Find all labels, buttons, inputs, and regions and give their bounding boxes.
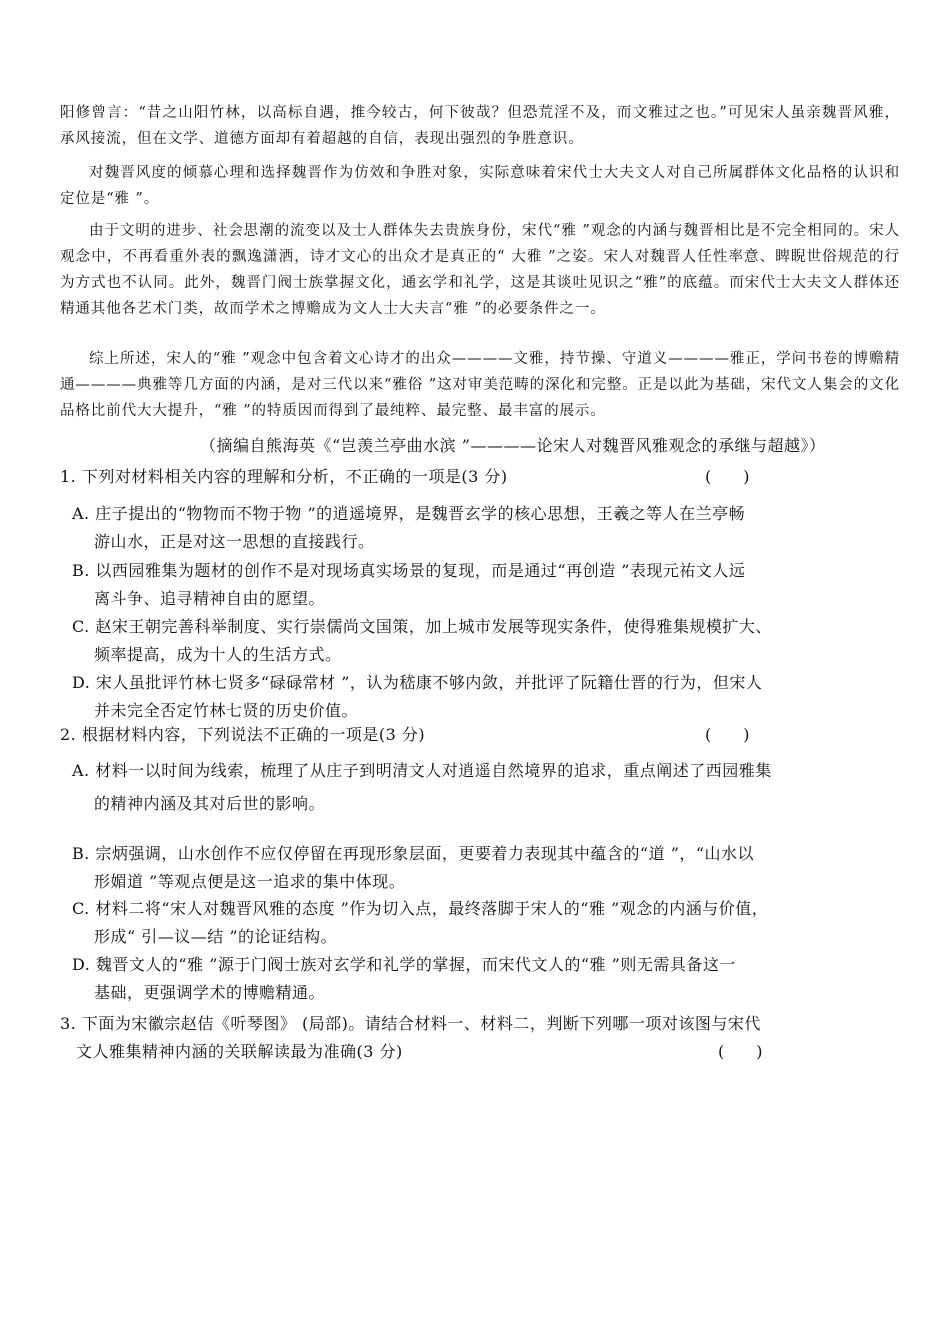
stem-line-1: 3. 下面为宋徽宗赵佶《听琴图》 (局部)。请结合材料一、材料二，判断下列哪一项对该图与宋代: [60, 1014, 761, 1033]
question-2-option-c[interactable]: [72, 895, 902, 951]
option-line-2: 游山水，正是对这一思想的直接践行。: [94, 532, 375, 551]
option-line-1: C. 赵宋王朝完善科举制度、实行崇儒尚文国策，加上城市发展等现实条件，使得雅集规模扩大、: [72, 617, 772, 636]
question-1-option-d[interactable]: [72, 669, 902, 725]
question-1-option-a[interactable]: [72, 500, 902, 556]
option-line-2: 离斗争、追寻精神自由的愿望。: [94, 589, 326, 608]
passage-paragraph-1: 阳修曾言：“昔之山阳竹林，以高标自遇，推今较古，何下彼哉？但恐荒淫不及，而文雅过之也。”可见宋人虽亲魏晋风雅，承风接流，但在文学、道德方面却有着超越的自信，表现出强烈的争胜意识。: [60, 105, 900, 147]
passage-paragraph-4: 综上所述，宋人的“雅 ”观念中包含着文心诗才的出众————文雅，持节操、守道义————雅正，学问书卷的博赡精通————典雅等几方面的内涵，是对三代以来“雅俗 ”这对审美范畴的深化和完整。正是以此为基础，宋代文人集会的文化品格比前代大大提升，“雅 ”的特质因而得到了最纯粹、最完整、最丰富的展示。: [60, 351, 900, 419]
option-line-1: B. 宗炳强调，山水创作不应仅停留在再现形象层面，更要着力表现其中蕴含的“道 ”，“山水以: [72, 844, 755, 863]
question-2-stem: 2. 根据材料内容，下列说法不正确的一项是(3 分): [60, 725, 426, 744]
option-line-2: 形成“ 引—议—结 ”的论证结构。: [94, 927, 338, 946]
passage-paragraph-2: 对魏晋风度的倾慕心理和选择魏晋作为仿效和争胜对象，实际意味着宋代士大夫文人对自己所属群体文化品格的认识和定位是“雅 ”。: [60, 165, 900, 207]
option-line-1: A. 庄子提出的“物物而不物于物 ”的逍遥境界，是魏晋玄学的核心思想，王羲之等人在兰亭畅: [72, 504, 746, 523]
question-1-stem: 1. 下列对材料相关内容的理解和分析，不正确的一项是(3 分): [60, 467, 508, 486]
question-1-option-c[interactable]: [72, 613, 902, 669]
source-citation: （摘编自熊海英《“岂羡兰亭曲水滨 ”————论宋人对魏晋风雅观念的承继与超越》）: [200, 436, 826, 455]
option-line-1: D. 宋人虽批评竹林七贤多“碌碌常材 ”，认为嵇康不够内敛，并批评了阮籍仕晋的行为，但宋人: [72, 673, 763, 692]
option-line-1: C. 材料二将“宋人对魏晋风雅的态度 ”作为切入点，最终落脚于宋人的“雅 ”观念的内涵与价值，: [72, 899, 769, 918]
stem-line-2: 文人雅集精神内涵的关联解读最为准确(3 分): [76, 1042, 403, 1061]
option-line-1: B. 以西园雅集为题材的创作不是对现场真实场景的复现，而是通过“再创造 ”表现元祐文人远: [72, 561, 746, 580]
option-line-2: 的精神内涵及其对后世的影响。: [94, 794, 326, 813]
question-3-answer-bracket[interactable]: ( ): [718, 1042, 763, 1061]
option-line-1: A. 材料一以时间为线索，梳理了从庄子到明清文人对逍遥自然境界的追求，重点阐述了西园雅集: [72, 761, 772, 780]
option-line-1: D. 魏晋文人的“雅 ”源于门阀士族对玄学和礼学的掌握，而宋代文人的“雅 ”则无需具备这一: [72, 955, 736, 974]
question-2-answer-bracket[interactable]: ( ): [705, 725, 750, 744]
question-2-option-a[interactable]: [72, 754, 902, 820]
question-3-stem: [60, 1010, 910, 1066]
option-line-2: 形媚道 ”等观点便是这一追求的集中体现。: [94, 872, 406, 891]
question-1-option-b[interactable]: [72, 557, 902, 613]
passage-paragraph-3: 由于文明的进步、社会思潮的流变以及士人群体失去贵族身份，宋代“雅 ”观念的内涵与魏晋相比是不完全相同的。宋人观念中，不再看重外表的飘逸潇洒，诗才文心的出众才是真正的“ 大雅 ”之姿。宋人对魏晋人任性率意、睥睨世俗规范的行为方式也不认同。此外，魏晋门阀士族掌握文化，通玄学和礼学，这是其谈吐见识之“雅”的底蕴。而宋代士大夫文人群体还精通其他各艺术门类，故而学术之博赡成为文人士大夫言“雅 ”的必要条件之一。: [60, 223, 900, 317]
question-2-option-d[interactable]: [72, 951, 902, 1007]
question-1-answer-bracket[interactable]: ( ): [705, 467, 750, 486]
option-line-2: 频率提高，成为十人的生活方式。: [94, 645, 342, 664]
option-line-2: 基础，更强调学术的博赡精通。: [94, 983, 326, 1002]
question-2-option-b[interactable]: [72, 840, 902, 896]
option-line-2: 并未完全否定竹林七贤的历史价值。: [94, 701, 359, 720]
